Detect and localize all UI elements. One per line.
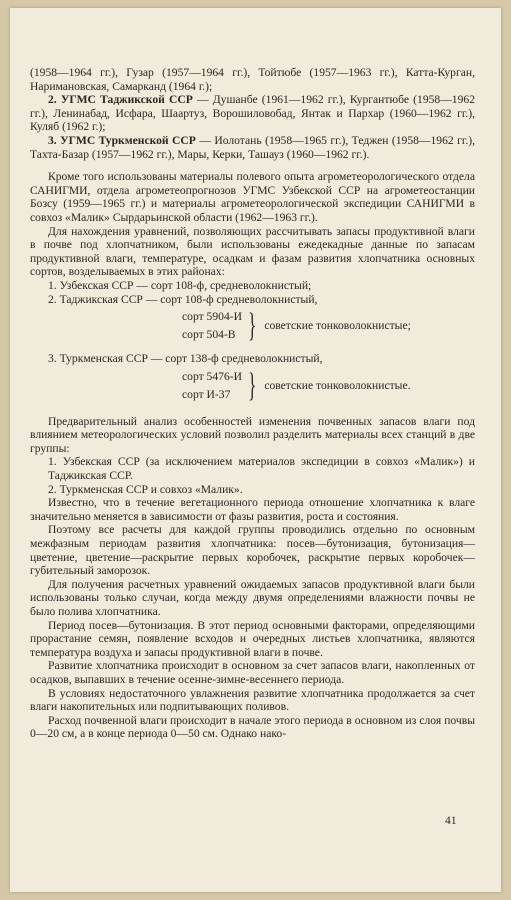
right-brace-icon: } <box>248 307 257 345</box>
variety-name: сорт 5904-И <box>182 310 242 324</box>
station-list-turkmen <box>30 134 475 161</box>
paragraph: Развитие хлопчатника происходит в основном за счет запасов влаги, накопленных от осадков, выпавших в течение осенне-зимне-весеннего периода. <box>30 659 475 686</box>
brace-label: советские тонковолокнистые. <box>264 378 411 392</box>
variety-name: сорт И-37 <box>182 387 231 401</box>
section-heading: 2. УГМС Таджикской ССР <box>48 93 193 107</box>
brace-group <box>182 308 475 344</box>
paragraph: Кроме того использованы материалы полевого опыта агрометеорологического отдела САНИГМИ, отдела агрометеопрогнозов УГМС Узбекской ССР на агрометеостанции Бозсу (1959—1965 гг.) и материалы агрометеорологической экспедиции САНИГМИ в совхоз «Малик» Сырдарьинской области (1962—1963 гг.). <box>30 170 475 224</box>
right-brace-icon: } <box>248 366 257 404</box>
paragraph: Для нахождения уравнений, позволяющих рассчитывать запасы продуктивной влаги в почве под хлопчатником, были использованы ежедекадные данные по запасам продуктивной влаги, температуре, осадкам и фазам развития хлопчатника основных сортов, возделываемых в этих районах: <box>30 224 475 279</box>
paragraph: Предварительный анализ особенностей изменения почвенных запасов влаги под влиянием метеорологических условий позволил разделить материалы всех станций в две группы: <box>30 414 475 455</box>
variety-name: сорт 5476-И <box>182 369 242 383</box>
paragraph: Расход почвенной влаги происходит в начале этого периода в основном из слоя почвы 0—20 см, а в конце периода 0—50 см. Однако нако- <box>30 713 475 741</box>
paragraph: Период посев—бутонизация. В этот период основными факторами, определяющими прорастание семян, появление всходов и очередных листьев хлопчатника, являются температура воздуха и запасы продуктивной влаги в почве. <box>30 618 475 659</box>
section-heading: 3. УГМС Туркменской ССР <box>48 133 196 147</box>
page-number: 41 <box>445 814 457 827</box>
paragraph: Поэтому все расчеты для каждой группы проводились отдельно по основным межфазным периодам развития хлопчатника: посев—бутонизация, бутонизация—цветение, цветение—раскрытие первых коробочек, раскрытие первых коробочек—губительный заморозок. <box>30 523 475 578</box>
paragraph: Известно, что в течение вегетационного периода отношение хлопчатника к влаге значительно меняется в зависимости от фазы развития, роста и состояния. <box>30 496 475 523</box>
variety-name: сорт 504-В <box>182 328 236 342</box>
variety-list-item: 2. Таджикская ССР — сорт 108-ф средневолокнистый, <box>48 292 318 306</box>
book-page <box>10 8 501 892</box>
brace-label: советские тонковолокнистые; <box>264 319 411 333</box>
variety-list-item: 3. Туркменская ССР — сорт 138-ф средневолокнистый, <box>48 352 323 366</box>
station-list-continuation: (1958—1964 гг.), Гузар (1957—1964 гг.), Тойтюбе (1957—1963 гг.), Катта-Курган, Наримановская, Самарканд (1964 г.); <box>30 66 475 93</box>
group-list-item: 2. Туркменская ССР и совхоз «Малик». <box>48 482 243 496</box>
station-list-text: — Иолотань (1958—1965 гг.), Теджен (1958—1962 гг.), Тахта-Базар (1957—1962 гг.), Мары, Керки, Ташауз (1960—1962 гг.). <box>30 133 476 161</box>
station-list-tajik <box>30 93 475 134</box>
group-list-item: 1. Узбекская ССР (за исключением материалов экспедиции в совхоз «Малик») и Таджикская ССР. <box>48 455 475 483</box>
brace-group <box>182 368 475 404</box>
station-list-text: — Душанбе (1961—1962 гг.), Кургантюбе (1958—1962 гг.), Ленинабад, Исфара, Шаартуз, Ворошиловобад, Янтак и Пархар (1960—1962 гг.), Куляб (1962 г.); <box>30 93 475 134</box>
variety-list-item: 1. Узбекская ССР — сорт 108-ф, средневолокнистый; <box>48 278 312 292</box>
paragraph: В условиях недостаточного увлажнения развитие хлопчатника продолжается за счет влаги накопительных или подпитывающих поливов. <box>30 686 475 714</box>
paragraph: Для получения расчетных уравнений ожидаемых запасов продуктивной влаги были использованы только случаи, когда между двумя определениями влажности почвы не было полива хлопчатника. <box>30 577 475 618</box>
page-text <box>30 66 475 741</box>
